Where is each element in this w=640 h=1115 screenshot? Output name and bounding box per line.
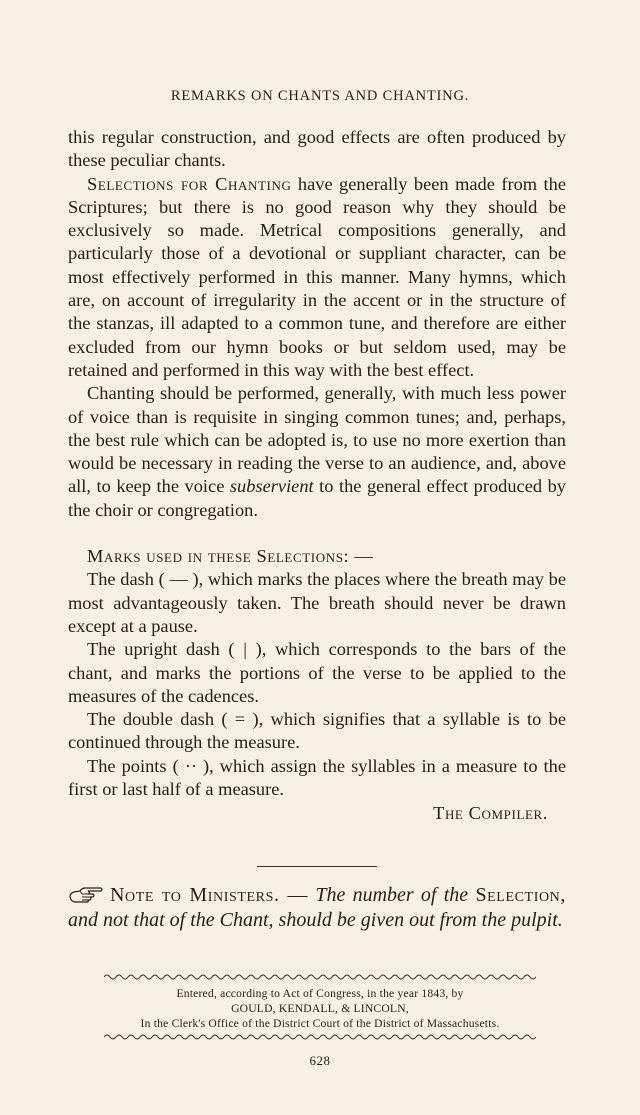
paragraph-text: have generally been made from the Scriptures; but there is no good reason why they should be exclusively so made. Metrical compositions generally, and particularly those of a devotional or suppliant character, can be most effectively performed in this manner. Many hymns, which are, on account of irregularity in the accent or in the structure of the stanzas, ill adapted to a common tune, and therefore are either excluded from our hymn books or but seldom used, may be retained and performed in this way with the best effect. <box>68 173 566 380</box>
page-number: 628 <box>309 1053 331 1068</box>
note-label: Note to Ministers. — <box>110 884 309 906</box>
wavy-divider-bottom <box>104 1033 536 1041</box>
wavy-divider-top <box>104 973 536 981</box>
divider-rule <box>257 866 377 867</box>
copyright-publisher: GOULD, KENDALL, & LINCOLN, <box>231 1002 409 1016</box>
mark-points: The points ( ·· ), which assign the syllables in a measure to the first or last half of a measure. <box>68 755 566 800</box>
note-to-ministers <box>68 883 566 933</box>
note-text: The number of the <box>308 884 476 906</box>
section-lead: Selections for Chanting <box>87 173 292 194</box>
paragraph: this regular construction, and good effects are often produced by these peculiar chants. <box>68 127 566 171</box>
mark-dash: The dash ( — ), which marks the places where the breath may be most advantageously taken. The breath should never be drawn except at a pause. <box>68 569 566 636</box>
copyright-line: In the Clerk's Office of the District Court of the District of Massachusetts. <box>140 1017 500 1031</box>
main-text <box>68 126 566 826</box>
copyright-notice <box>88 986 552 1032</box>
paragraph <box>68 382 566 522</box>
signature: The Compiler. <box>433 803 548 824</box>
copyright-line: Entered, according to Act of Congress, in the year 1843, by <box>176 987 464 1000</box>
marks-heading: Marks used in these Selections: — <box>87 546 374 567</box>
emphasis-word: subservient <box>229 476 314 497</box>
mark-upright-dash: The upright dash ( | ), which corresponds to the bars of the chant, and marks the portions of the verse to be applied to the measures of the cadences. <box>68 639 566 706</box>
paragraph-text: Chanting should be performed, generally, with much less power of voice than is requisite in singing common tunes; and, perhaps, the best rule which can be adopted is, to use no more exertion than would be necessary in reading the verse to an audience, and, above all, to keep the voice <box>68 383 566 497</box>
paragraph <box>68 173 566 383</box>
note-text: and not that of the Chant, should be given out from the pulpit. <box>68 909 563 931</box>
mark-double-dash: The double dash ( = ), which signifies that a syllable is to be continued through the measure. <box>68 709 566 753</box>
note-selection-word: Selection, <box>475 884 566 906</box>
paragraph-text: to the general effect produced by the choir or congregation. <box>68 476 566 520</box>
pointing-hand-icon <box>68 884 104 904</box>
running-head: REMARKS ON CHANTS AND CHANTING. <box>170 88 470 104</box>
spacer <box>68 522 566 545</box>
